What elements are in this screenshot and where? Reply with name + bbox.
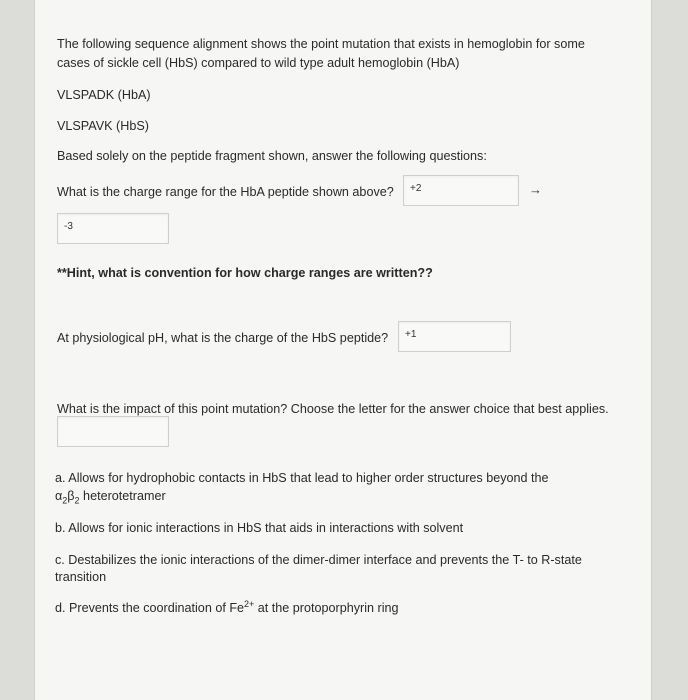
hint-text: **Hint, what is convention for how charge ranges are written?? [57, 266, 433, 280]
q2-question: At physiological pH, what is the charge of the HbS peptide? [57, 331, 389, 345]
question-page [34, 0, 652, 700]
hbs-sequence: VLSPAVK (HbS) [57, 119, 149, 133]
arrow-right-icon: → [529, 182, 542, 197]
hba-sequence: VLSPADK (HbA) [57, 88, 151, 102]
choice-a-line-2: $\alpha_2\beta_2$ heterotetramer [55, 489, 166, 506]
q1-answer-value-1: +2 [410, 183, 422, 194]
choice-d: d. Prevents the coordination of $Fe^{2+}$ at the protoporphyrin ring [55, 598, 399, 615]
q1-answer-value-2: -3 [64, 221, 73, 232]
q1-answer-field-2[interactable] [57, 213, 169, 244]
intro-line-1: The following sequence alignment shows the point mutation that exists in hemoglobin for some [57, 37, 585, 51]
q2-answer-value: +1 [405, 329, 417, 340]
choice-a-line-1: a. Allows for hydrophobic contacts in HbS that lead to higher order structures beyond the [55, 471, 549, 485]
instruction-text: Based solely on the peptide fragment shown, answer the following questions: [57, 149, 487, 163]
choice-c-line-1: c. Destabilizes the ionic interactions of the dimer-dimer interface and prevents the T- to R-state [55, 553, 582, 567]
intro-line-2: cases of sickle cell (HbS) compared to wild type adult hemoglobin (HbA) [57, 56, 460, 70]
choice-c-line-2: transition [55, 570, 107, 584]
q3-answer-field[interactable] [57, 416, 169, 447]
q1-question: What is the charge range for the HbA peptide shown above? [57, 185, 394, 199]
q1-answer-field-1[interactable] [403, 175, 519, 206]
q3-question: What is the impact of this point mutation? Choose the letter for the answer choice that best applies. [57, 402, 609, 416]
q2-answer-field[interactable] [398, 321, 511, 352]
choice-b: b. Allows for ionic interactions in HbS that aids in interactions with solvent [55, 521, 464, 535]
